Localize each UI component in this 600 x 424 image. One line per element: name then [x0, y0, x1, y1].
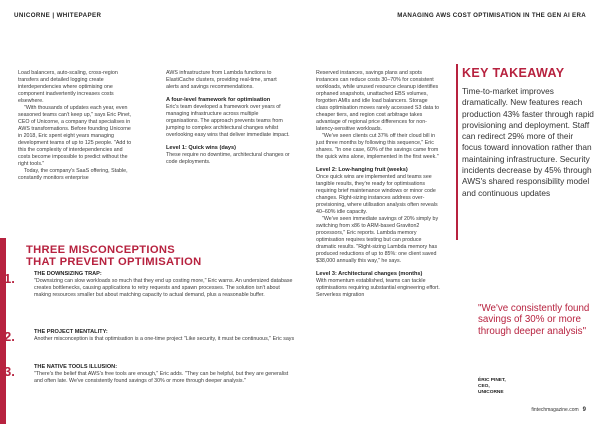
- misconception-body: "Downsizing can slow workloads so much that they end up costing more," Eric warns. An undersized database creates bottlenecks, causing applications to retry requests and spawn processes. The solution isn't about making resources smaller but about matching capacity to actual demand, plus a reasonable buffer.: [34, 278, 293, 298]
- page-footer: [531, 407, 586, 413]
- column-1: [18, 70, 136, 182]
- page-number: 9: [582, 407, 586, 413]
- section-heading-level2: Level 2: Low-hanging fruit (weeks): [316, 167, 408, 173]
- misconception-item: [4, 329, 298, 344]
- misconception-heading: THE PROJECT MENTALITY:: [34, 329, 108, 335]
- col3-section2-body: Once quick wins are implemented and teams see tangible results, they're ready for optimisations requiring brief maintenance windows or minor code changes. Right-sizing instances address over-provisioning, where utilisation analysis often reveals 40–60% idle capacity.: [316, 174, 438, 215]
- misconception-number: 1.: [4, 271, 15, 286]
- col2-intro: AWS infrastructure from Lambda functions to ElastiCache clusters, providing real-time, smart alerts and savings recommendations.: [166, 70, 277, 90]
- footer-site: fintechmagazine.com: [531, 407, 579, 413]
- section-heading-framework: A four-level framework for optimisation: [166, 97, 271, 103]
- misconceptions-title: [26, 244, 202, 269]
- takeaway-accent-bar: [456, 64, 458, 240]
- attribution-name: ÉRIC PINET,: [478, 378, 506, 383]
- misconception-number: 2.: [4, 329, 15, 344]
- header-publication: UNICORNE | WHITEPAPER: [14, 12, 102, 19]
- misconception-heading: THE DOWNSIZING TRAP:: [34, 271, 102, 277]
- key-takeaway-title: KEY TAKEAWAY: [462, 66, 565, 80]
- col1-paragraph: Load balancers, auto-scaling, cross-region transfers and detailed logging create interdependencies where optimising one component inadvertently increases costs elsewhere.: [18, 70, 118, 104]
- misconceptions-title-line2: THAT PREVENT OPTIMISATION: [26, 256, 202, 269]
- misconception-heading: THE NATIVE TOOLS ILLUSION:: [34, 364, 118, 370]
- col1-paragraph: Today, the company's SaaS offering, Stable, constantly monitors enterprise: [18, 168, 128, 181]
- col3-section3-body: With momentum established, teams can tackle optimisations requiring substantial engineering effort. Serverless migration: [316, 278, 440, 298]
- column-2: [166, 70, 290, 166]
- col2-section1-body: Eric's team developed a framework over years of managing infrastructure across multiple organisations. The approach prevents teams from jumping to complex architectural changes whilst overlooking easy wins that deliver immediate impact.: [166, 104, 290, 138]
- attribution-company: UNICORNE: [478, 390, 504, 395]
- misconception-body: Another misconception is that optimisation is a one-time project "Like security, it must be continuous," Eric says: [34, 336, 295, 342]
- misconception-number: 3.: [4, 364, 15, 379]
- section-heading-level1: Level 1: Quick wins (days): [166, 145, 236, 151]
- attribution-role: CEO,: [478, 384, 490, 389]
- col1-paragraph: "With thousands of updates each year, even seasoned teams can't keep up," says Eric Pinet, CEO of Unicorne, a company that specialises in AWS transformations. Before founding Unicorne in 2018, Eric spent eight years managing development teams of up to 125 people. "Add to this the complexity of interdependencies and costs become impossible to predict without the right tools.": [18, 105, 132, 167]
- misconception-item: [4, 364, 298, 385]
- pull-quote-attribution: [478, 378, 506, 396]
- column-3: [316, 70, 440, 299]
- pull-quote: "We've consistently found savings of 30% or more through deeper analysis": [478, 303, 590, 337]
- misconceptions-title-line1: THREE MISCONCEPTIONS: [26, 244, 175, 256]
- header-article-title: MANAGING AWS COST OPTIMISATION IN THE GEN AI ERA: [397, 12, 586, 19]
- col3-section2-body2: "We've seen immediate savings of 20% simply by switching from x86 to ARM-based Graviton2 processors," Eric reports. Lambda memory optimisation requires testing but can produce dramatic results. "Right-sizing Lambda memory has produced reductions of up to 85%: one client saved $38,000 annually this way," he says.: [316, 216, 439, 264]
- misconception-item: [4, 271, 298, 299]
- col3-quote-paragraph: "We've seen clients cut 37% off their cloud bill in just three months by following this sequence," Eric shares. "In one case, 60% of the savings came from the quick wins alone, implemented in the first week.": [316, 133, 439, 160]
- section-heading-level3: Level 3: Architectural changes (months): [316, 271, 423, 277]
- key-takeaway-box: [462, 66, 594, 199]
- key-takeaway-body: Time-to-market improves dramatically. New features reach production 43% faster through rapid provisioning and deployment. Staff can redirect 29% more of their focus toward innovation rather than maintaining infrastructure. Security incidents decrease by 45% through AWS's shared responsibility model and continuous updates: [462, 86, 594, 198]
- col2-section2-body: These require no downtime, architectural changes or code deployments.: [166, 152, 290, 165]
- misconception-body: "There's the belief that AWS's free tools are enough," Eric adds. "They can be helpful, but they are generalist and often late. We've consistently found savings of 30% or more through deeper analysis.": [34, 371, 289, 384]
- col3-intro: Reserved instances, savings plans and spots instances can reduce costs 30–70% for consistent workloads, while unused resource cleanup identifies orphaned snapshots, unattached EBS volumes, forgotten AMIs and idle load balancers. Storage class optimisation moves rarely accessed S3 data to cheaper tiers, and region cost arbitrage takes advantage of regional price differences for non-latency-sensitive workloads.: [316, 70, 440, 132]
